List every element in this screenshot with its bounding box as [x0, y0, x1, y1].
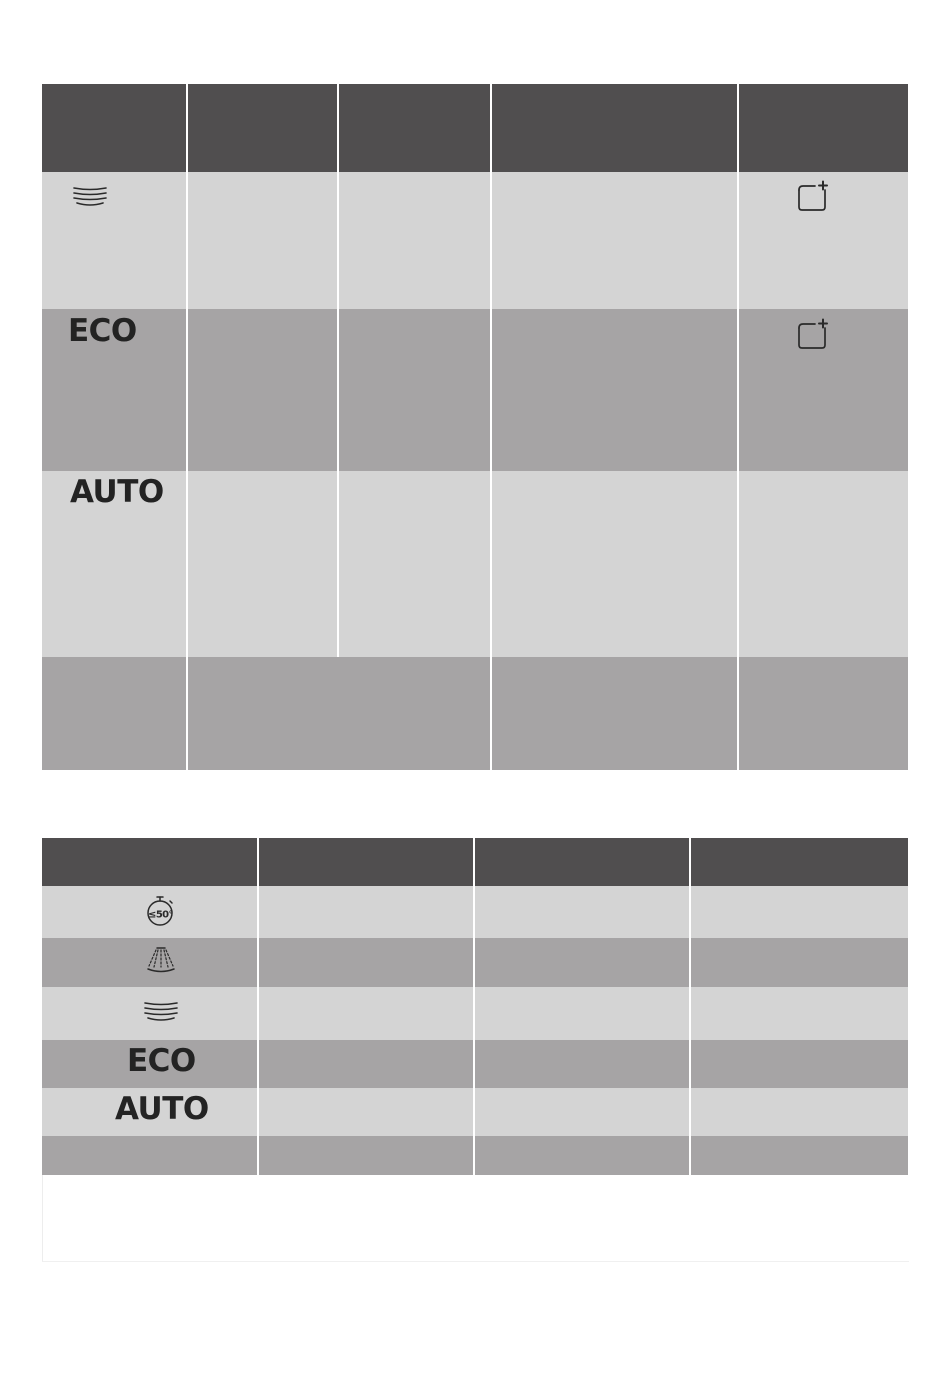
table-row	[42, 309, 908, 471]
program-label-eco: ECO	[127, 1043, 196, 1079]
program-table-header	[42, 84, 908, 172]
container-plus-icon	[796, 318, 830, 352]
rinse-spray-icon	[146, 945, 176, 975]
table-row	[42, 1136, 908, 1175]
container-plus-icon	[796, 180, 830, 214]
program-label-eco: ECO	[68, 313, 137, 349]
program-label-auto: AUTO	[70, 474, 164, 510]
table-row	[42, 657, 908, 770]
plates-stack-icon	[72, 185, 108, 209]
timer-50-icon	[144, 894, 178, 928]
plates-stack-icon	[143, 1000, 179, 1024]
consumption-table-header	[42, 838, 908, 886]
table-row	[42, 172, 908, 309]
table-footnote-area	[42, 1175, 909, 1262]
table-row	[42, 471, 908, 657]
timer-50-label: ≤50°	[148, 909, 173, 921]
program-label-auto: AUTO	[115, 1091, 209, 1127]
